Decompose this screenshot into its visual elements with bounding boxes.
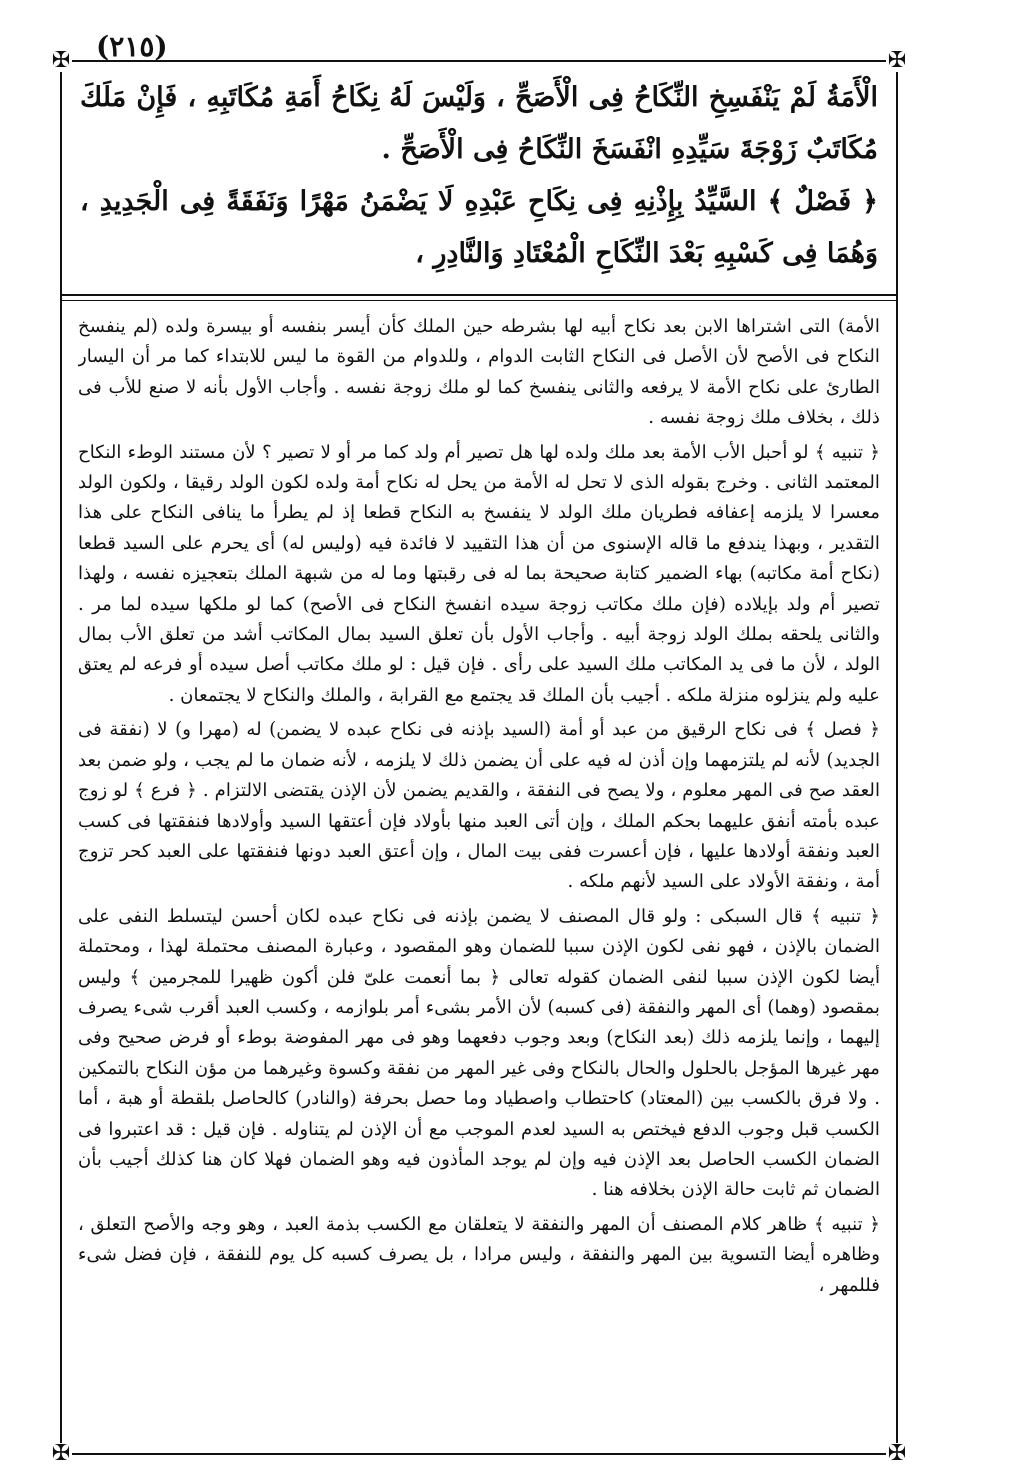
main-text-paragraph: ﴿ فَصْلٌ ﴾ السَّيِّدُ بِإِذْنِهِ فِى نِكَاحِ عَبْدِهِ لَا يَضْمَنُ مَهْرًا وَنَفَقَةً فِى الْجَدِيدِ ، وَهُمَا فِى كَسْبِهِ بَعْدَ النِّكَاحِ الْمُعْتَادِ وَالنَّادِرِ ، [80, 186, 878, 269]
commentary-paragraph: الأمة) التى اشتراها الابن بعد نكاح أبيه لها بشرطه حين الملك كأن أيسر بنفسه أو بيسرة ولده (لم ينفسخ النكاح فى الأصح لأن الأصل فى النكاح الثابت الدوام ، وللدوام من القوة ما ليس للابتداء كما مر أن اليسار الطارئ على نكاح الأمة لا يرفعه والثانى ينفسخ كما لو ملك زوجة نفسه . وأجاب الأول بأنه لا صنع للأب فى ذلك ، بخلاف ملك زوجة نفسه . [78, 316, 880, 429]
corner-ornament-icon: ✠ [51, 1441, 71, 1466]
divider [62, 294, 896, 296]
main-text-paragraph: الْأَمَةُ لَمْ يَنْفَسِخِ النِّكَاحُ فِى الْأَصَحِّ ، وَلَيْسَ لَهُ نِكَاحُ أَمَةِ مُكَاتَبِهِ ، فَإِنْ مَلَكَ مُكَاتَبٌ زَوْجَةَ سَيِّدِهِ انْفَسَخَ النِّكَاحُ فِى الْأَصَحِّ . [80, 82, 878, 165]
commentary-paragraph: ﴿ تنبيه ﴾ ظاهر كلام المصنف أن المهر والنفقة لا يتعلقان مع الكسب بذمة العبد ، وهو وجه والأصح التعلق ، وظاهره أيضا التسوية بين المهر والنفقة ، وليس مرادا ، بل يصرف كسبه كل يوم للنفقة ، فإن فضل شىء فللمهر ، [78, 1213, 880, 1296]
corner-ornament-icon: ✠ [887, 48, 907, 73]
page-number: (٢١٥) [96, 30, 168, 63]
commentary-paragraph: ﴿ تنبيه ﴾ لو أحبل الأب الأمة بعد ملك ولده لها هل تصير أم ولد كما مر أو لا تصير ؟ لأن مستند الوطء النكاح المعتمد الثانى . وخرج بقوله الذى لا تحل له الأمة من يحل له نكاح أمة ولده لكون الولد رقيقا ، ولكون الولد معسرا لا يلزمه إعفافه فطريان ملك الولد لا ينفسخ به النكاح قطعا إذ لم يطرأ ما ينافى النكاح على هذا التقدير ، وبهذا يندفع ما قاله الإسنوى من أن هذا التقييد لا فائدة فيه (وليس له) أى يحرم على السيد قطعا (نكاح أمة مكاتبه) بهاء الضمير كتابة صحيحة بما له فى رقبتها وما له من شبهة الملك بتعجيزه نفسه ، ولهذا تصير أم ولد بإيلاده (فإن ملك مكاتب زوجة سيده انفسخ النكاح فى الأصح) كما لو ملكها سيده لما مر . والثانى يلحقه بملك الولد زوجة أبيه . وأجاب الأول بأن تعلق السيد بمال المكاتب أشد من تعلق الأب بمال الولد ، لأن ما فى يد المكاتب ملك السيد على رأى . فإن قيل : لو ملك مكاتب أصل سيده أو فرعه لم يعتق عليه ولم ينزلوه منزلة ملكه . أجيب بأن الملك قد يجتمع مع القرابة ، والملك والنكاح لا يجتمعان . [78, 441, 880, 706]
commentary-paragraph: ﴿ فصل ﴾ فى نكاح الرقيق من عبد أو أمة (السيد بإذنه فى نكاح عبده لا يضمن) له (مهرا و) لا (نفقة فى الجديد) لأنه لم يلتزمهما وإن أذن له فيه على أن يضمن ذلك لا يلزمه ، لأنه ضمان ما لم يجب ، ولو ضمن بعد العقد صح فى المهر معلوم ، ولا يصح فى النفقة ، والقديم يضمن لأن الإذن يقتضى الالتزام . ﴿ فرع ﴾ لو زوج عبده بأمته أنفق عليهما بحكم الملك ، وإن أتى العبد منها بأولاد فإن أعتقها السيد وأولادها فنفقتها فى كسب العبد ونفقة أولادها عليها ، فإن أعسرت ففى بيت المال ، وإن أعتق العبد دونها فنفقتها على العبد كحر تزوج أمة ، ونفقة الأولاد على السيد لأنهم ملكه . [78, 719, 880, 893]
corner-ornament-icon: ✠ [51, 48, 71, 73]
commentary-text [78, 312, 880, 1441]
corner-ornament-icon: ✠ [887, 1441, 907, 1466]
main-text [80, 72, 878, 288]
commentary-paragraph: ﴿ تنبيه ﴾ قال السبكى : ولو قال المصنف لا يضمن بإذنه فى نكاح عبده لكان أحسن ليتسلط النفى على الضمان بالإذن ، فهو نفى لكون الإذن سببا للضمان وهو المقصود ، وعبارة المصنف محتملة لهذا ، ومحتملة أيضا لكون الإذن سببا لنفى الضمان كقوله تعالى ﴿ بما أنعمت علىّ فلن أكون ظهيرا للمجرمين ﴾ وليس بمقصود (وهما) أى المهر والنفقة (فى كسبه) لأن الأمر بشىء أمر بلوازمه ، وكسب العبد أقرب شىء يصرف إليهما ، وإنما يلزمه ذلك (بعد النكاح) وبعد وجوب دفعهما وهو فى مهر المفوضة بوطء أو فرض صحيح وفى مهر غيرها المؤجل بالحلول والحال بالنكاح وفى غير المهر من نفقة وكسوة وغيرهما من مؤن النكاح بالتمكين . ولا فرق بالكسب بين (المعتاد) كاحتطاب واصطياد وما حصل بحرفة (والنادر) كالحاصل بلقطة أو هبة ، أما الكسب قبل وجوب الدفع فيختص به السيد لعدم الموجب مع أن الإذن لم يتناوله . فإن قيل : قد اعتبروا فى الضمان الكسب الحاصل بعد الإذن فيه وإن لم يوجد المأذون فيه وهو الضمان فهلا كان هنا كذلك أجيب بأن الضمان ثم ثابت حالة الإذن بخلافه هنا . [78, 905, 880, 1201]
divider [62, 300, 896, 301]
page-frame [51, 48, 907, 1466]
